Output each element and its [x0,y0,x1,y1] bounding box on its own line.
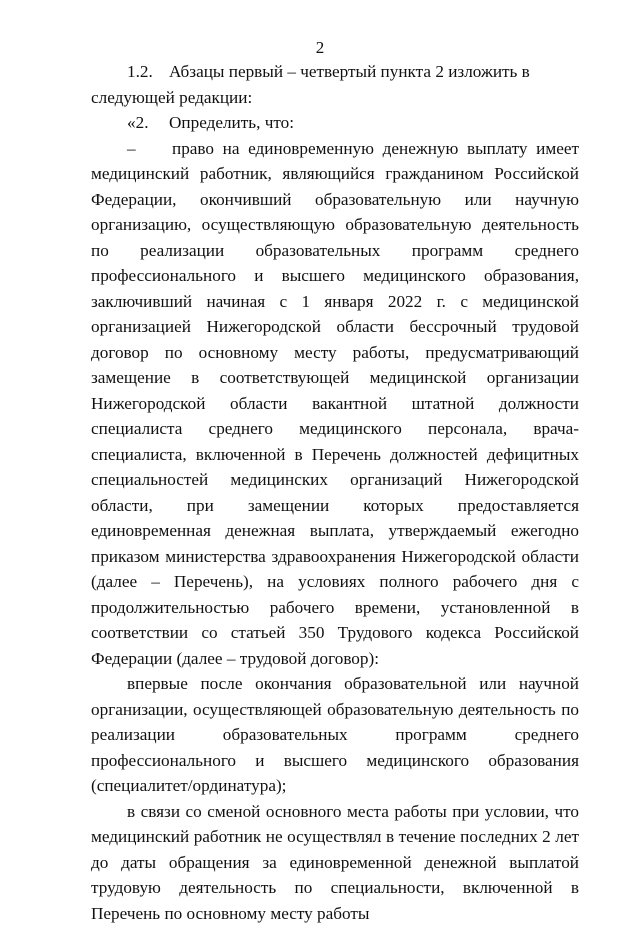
page-number: 2 [0,38,640,58]
paragraph-right-definition [91,136,579,672]
paragraph-text: впервые после окончания образовательной или научной организации, осуществляющей образовательную деятельность по реализации образовательных программ среднего профессионального и высшего медицинского образования (специалитет/ординатура); [91,674,579,795]
document-body [91,59,579,926]
paragraph-1-2 [91,59,579,110]
paragraph-number: 1.2. [127,59,169,85]
paragraph-text: Определить, что: [169,113,294,132]
paragraph-2 [91,110,579,136]
paragraph-text: в связи со сменой основного места работы при условии, что медицинский работник не осуществлял в течение последних 2 лет до даты обращения за единовременной денежной выплатой трудовую деятельность по специальности, включенной в Перечень по основному месту работы [91,802,579,923]
paragraph-text: Абзацы первый – четвертый пункта 2 изложить в следующей редакции: [91,62,530,107]
paragraph-job-change [91,799,579,926]
paragraph-first-time [91,671,579,799]
paragraph-text: право на единовременную денежную выплату имеет медицинский работник, являющийся гражданином Российской Федерации, окончивший образовательную или научную организацию, осуществляющую образовательную деятельность по реализации образовательных программ среднего профессионального и высшего медицинского образования, заключивший начиная с 1 января 2022 г. с медицинской организацией Нижегородской области бессрочный трудовой договор по основному месту работы, предусматривающий замещение в соответствующей медицинской организации Нижегородской области вакантной штатной должности специалиста среднего медицинского персонала, врача-специалиста, включенной в Перечень должностей дефицитных специальностей медицинских организаций Нижегородской области, при замещении которых предоставляется единовременная денежная выплата, утверждаемый ежегодно приказом министерства здравоохранения Нижегородской области (далее – Перечень), на условиях полного рабочего дня с продолжительностью рабочего времени, установленной в соответствии со статьей 350 Трудового кодекса Российской Федерации (далее – трудовой договор): [91,139,579,668]
paragraph-dash: – [127,136,172,162]
paragraph-number: «2. [127,110,169,136]
